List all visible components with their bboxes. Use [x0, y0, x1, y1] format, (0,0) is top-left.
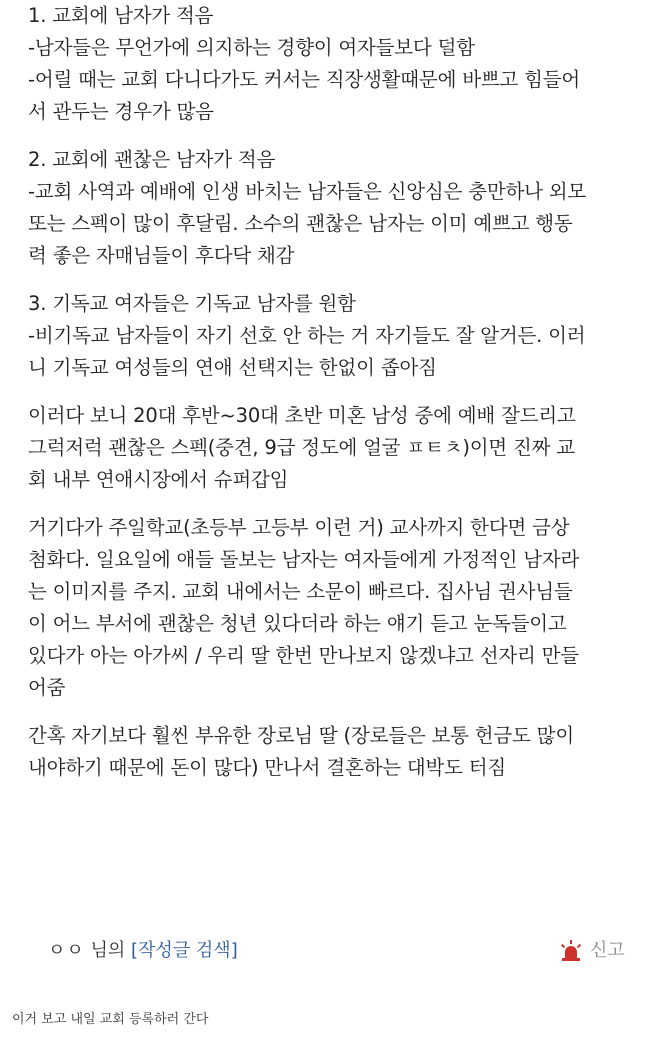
post-line: 또는 스펙이 많이 후달림. 소수의 괜찮은 남자는 이미 예쁘고 행동 — [28, 212, 573, 235]
post-line: 간혹 자기보다 훨씬 부유한 장로님 딸 (장로들은 보통 헌금도 많이 — [28, 724, 574, 747]
author-name[interactable]: ㅇㅇ — [48, 940, 85, 961]
post-line: 이 어느 부서에 괜찮은 청년 있다더라 하는 얘기 듣고 눈독들이고 — [28, 612, 567, 635]
post-body — [28, 0, 634, 800]
post-line: -남자들은 무언가에 의지하는 경향이 여자들보다 덜함 — [28, 36, 475, 59]
post-paragraph — [28, 720, 634, 784]
post-line: 력 좋은 자매님들이 후다닥 채감 — [28, 244, 295, 267]
post-line: 서 관두는 경우가 많음 — [28, 100, 214, 123]
post-line: 니 기독교 여성들의 연애 선택지는 한없이 좁아짐 — [28, 356, 437, 379]
post-line: -어릴 때는 교회 다니다가도 커서는 직장생활때문에 바쁘고 힘들어 — [28, 68, 581, 91]
post-line: 어줌 — [28, 676, 66, 699]
post-line: -교회 사역과 예배에 인생 바치는 남자들은 신앙심은 충만하나 외모 — [28, 180, 587, 203]
post-line: 3. 기독교 여자들은 기독교 남자를 원함 — [28, 292, 356, 315]
post-line: 첨화다. 일요일에 애들 돌보는 남자는 여자들에게 가정적인 남자라 — [28, 548, 580, 571]
post-line: 1. 교회에 남자가 적음 — [28, 4, 214, 27]
report-label: 신고 — [590, 940, 625, 961]
post-line: 그럭저럭 괜찮은 스펙(중견, 9급 정도에 얼굴 ㅍㅌㅊ)이면 진짜 교 — [28, 436, 575, 459]
post-line: 이러다 보니 20대 후반~30대 초반 미혼 남성 중에 예배 잘드리고 — [28, 404, 576, 427]
post-footer — [0, 934, 650, 968]
post-line: 거기다가 주일학교(초등부 고등부 이런 거) 교사까지 한다면 금상 — [28, 516, 570, 539]
caption-text: 이거 보고 내일 교회 등록하러 간다 — [12, 1012, 209, 1027]
post-line: 회 내부 연애시장에서 슈퍼갑임 — [28, 468, 289, 491]
post-line: 내야하기 때문에 돈이 많다) 만나서 결혼하는 대박도 터짐 — [28, 756, 507, 779]
post-paragraph — [28, 512, 634, 704]
post-line: -비기독교 남자들이 자기 선호 안 하는 거 자기들도 잘 알거든. 이러 — [28, 324, 586, 347]
author-info — [48, 934, 238, 968]
post-line: 2. 교회에 괜찮은 남자가 적음 — [28, 148, 276, 171]
post-paragraph — [28, 0, 634, 128]
search-posts-link[interactable]: [작성글 검색] — [131, 940, 238, 961]
report-button[interactable] — [560, 934, 625, 968]
author-suffix: 님의 — [84, 940, 132, 961]
post-paragraph — [28, 144, 634, 272]
paragraph-list — [28, 0, 634, 784]
post-line: 는 이미지를 주지. 교회 내에서는 소문이 빠르다. 집사님 권사님들 — [28, 580, 573, 603]
post-paragraph — [28, 400, 634, 496]
post-line: 있다가 아는 아가씨 / 우리 딸 한번 만나보지 않겠냐고 선자리 만들 — [28, 644, 579, 667]
post-paragraph — [28, 288, 634, 384]
siren-icon — [560, 940, 582, 962]
